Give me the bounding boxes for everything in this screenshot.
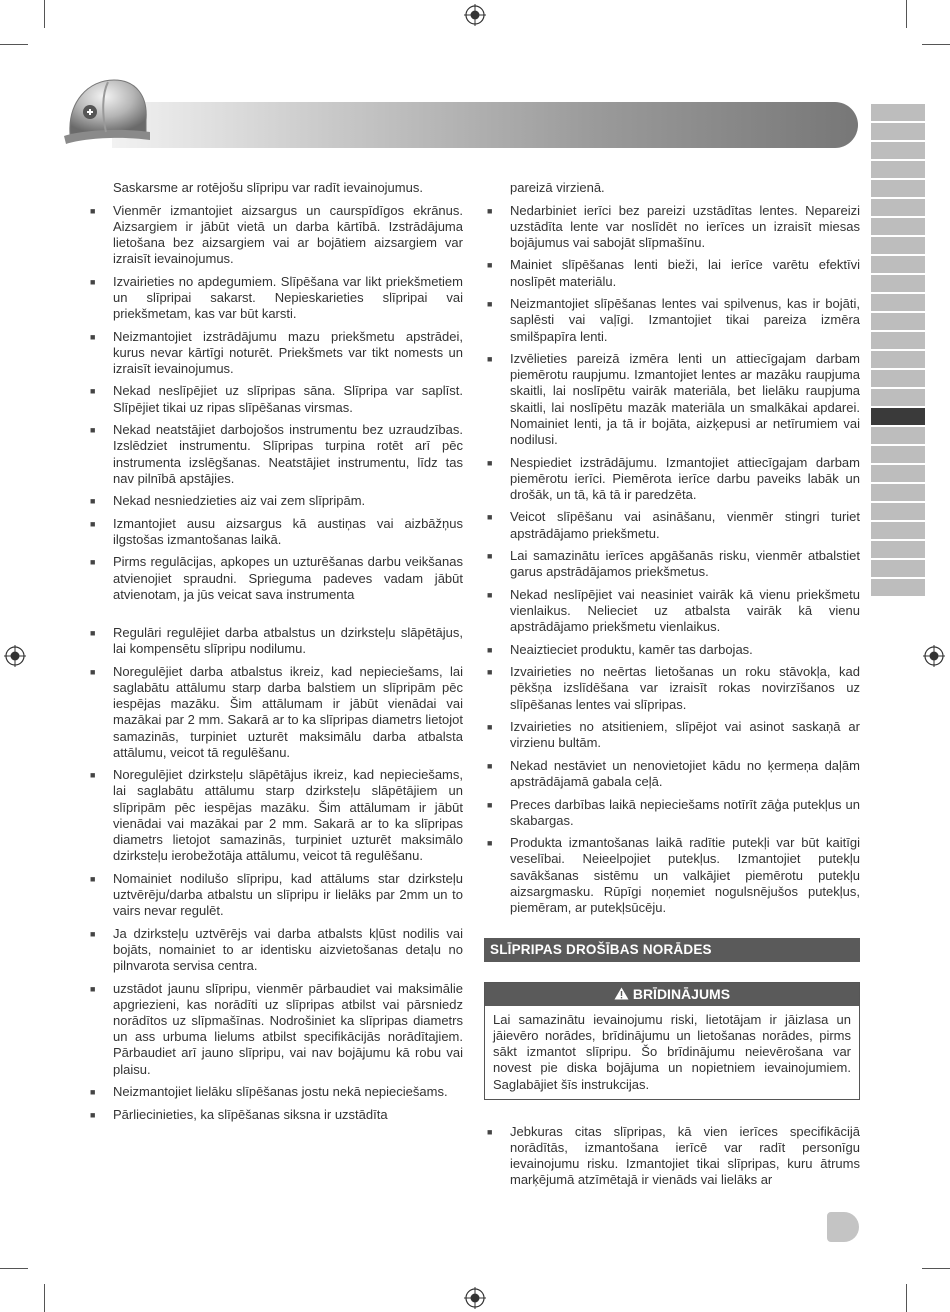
list-item: ■ Preces darbības laikā nepieciešams notīrīt zāģa putekļus un skabargas.	[484, 797, 860, 829]
warning-title: BRĪDINĀJUMS	[632, 986, 731, 1003]
left-column	[87, 180, 463, 1129]
section-heading: SLĪPRIPAS DROŠĪBAS NORĀDES	[484, 938, 860, 962]
chapter-tab	[871, 370, 925, 387]
list-item: ■ Nekad neslīpējiet uz slīpripas sāna. Slīpripa var saplīst. Slīpējiet tikai uz ripas slīpēšanas virsmas.	[87, 383, 463, 415]
list-item: ■ Produkta izmantošanas laikā radītie putekļi var būt kaitīgi veselībai. Neieelpojiet putekļus. Izmantojiet putekļu savākšanas sistēmu un valkājiet piemērotu putekļu aizsargmasku. Rūpīgi noņemiet nogulsnējušos putekļus, piemēram, ar putekļsūcēju.	[484, 835, 860, 916]
chapter-tab	[871, 161, 925, 178]
right-column	[484, 180, 860, 1195]
chapter-tab	[871, 237, 925, 254]
list-item: Saskarsme ar rotējošu slīpripu var radīt ievainojumus.	[113, 180, 423, 195]
list-item: ■ Nekad neslīpējiet vai neasiniet vairāk kā vienu priekšmetu vienlaikus. Nelieciet uz atbalsta vairāk kā vienu apstrādājamo priekšmetu vienlaikus.	[484, 587, 860, 636]
chapter-tab	[871, 446, 925, 463]
list-item: ■ Lai samazinātu ierīces apgāšanās risku, vienmēr atbalstiet garus apstrādājamos priekšmetus.	[484, 548, 860, 580]
list-item: ■ Neizmantojiet lielāku slīpēšanas jostu nekā nepieciešams.	[87, 1084, 463, 1100]
list-item: ■ Neizmantojiet slīpēšanas lentes vai spilvenus, kas ir bojāti, saplēsti vai vaļīgi. Izmantojiet tikai pareiza izmēra smilšpapīra lenti.	[484, 296, 860, 345]
warning-text: Lai samazinātu ievainojumu riski, lietotājam ir jāizlasa un jāievēro norādes, brīdinājumu un lietošanas norādes, pirms sākt izmantot slīpripu. Šo brīdinājumu neievērošana var novest pie diska bojājuma un nopietniem ievainojumiem. Saglabājiet šīs instrukcijas.	[493, 1011, 851, 1092]
list-item: ■ Noregulējiet darba atbalstus ikreiz, kad nepieciešams, lai saglabātu attālumu starp darba balstiem un slīpripām pēc iespējas mazāku. Šim attālumam ir jābūt vienādai vai mazākai par 2 mm. Sakarā ar to ka slīpripas diametrs lietojot samazinās, turpiniet uzturēt maksimālu darba atbalsta attālumu, veicot tā regulēšanu.	[87, 664, 463, 761]
crop-mark	[0, 1268, 28, 1269]
chapter-tab	[871, 256, 925, 273]
chapter-tab	[871, 123, 925, 140]
crop-mark	[906, 0, 907, 28]
list-item: pareizā virzienā.	[510, 180, 605, 195]
list-item: ■ Pirms regulācijas, apkopes un uzturēšanas darbu veikšanas atvienojiet spraudni. Sprieguma padeves vadam jābūt atvienotam, ja jūs veicat sava instrumenta	[87, 554, 463, 603]
list-item: ■ Regulāri regulējiet darba atbalstus un dzirksteļu slāpētājus, lai kompensētu slīpripu nodilumu.	[87, 625, 463, 657]
registration-mark-icon	[464, 4, 486, 26]
chapter-tab	[871, 142, 925, 159]
chapter-tab	[871, 465, 925, 482]
chapter-tab-active	[871, 408, 925, 425]
list-item: ■ uzstādot jaunu slīpripu, vienmēr pārbaudiet vai maksimālie apgriezieni, kas norādīti uz slīpripas atbilst vai pārsniedz norādītos uz slīpmašīnas. Nodrošiniet ka slīpripas diametrs un ass urbuma lielums atbilst specifikācijās norādītajiem. Pārbaudiet arī jauno slīpripu, vai nav bojājumu kā robu vai plaisu.	[87, 981, 463, 1078]
chapter-tab	[871, 389, 925, 406]
crop-mark	[922, 1268, 950, 1269]
list-item: ■ Ja dzirksteļu uztvērējs vai darba atbalsts kļūst nodilis vai bojāts, nomainiet to ar identisku aizvietošanas detaļu no pilnvarota servisa centra.	[87, 926, 463, 975]
list-item: ■ Neaiztieciet produktu, kamēr tas darbojas.	[484, 642, 860, 658]
chapter-tab	[871, 484, 925, 501]
list-item: ■ Pārliecinieties, ka slīpēšanas siksna ir uzstādīta	[87, 1107, 463, 1123]
chapter-tab	[871, 180, 925, 197]
registration-mark-icon	[464, 1287, 486, 1309]
page-number-tab	[827, 1212, 859, 1242]
chapter-tab	[871, 560, 925, 577]
chapter-tab	[871, 104, 925, 121]
chapter-tab	[871, 332, 925, 349]
chapter-tab	[871, 579, 925, 596]
chapter-tab	[871, 313, 925, 330]
safety-helmet-icon	[62, 74, 154, 148]
chapter-tab	[871, 427, 925, 444]
list-item: ■ Nekad neatstājiet darbojošos instrumentu bez uzraudzības. Izslēdziet instrumentu. Slīpripas turpina rotēt arī pēc instrumenta izslēgšanas. Neatstājiet instrumentu, līdz tas nav pilnībā apstājies.	[87, 422, 463, 487]
chapter-tab	[871, 541, 925, 558]
list-item: ■ Nekad nesniedzieties aiz vai zem slīpripām.	[87, 493, 463, 509]
crop-mark	[44, 0, 45, 28]
chapter-tab	[871, 199, 925, 216]
list-item: ■ Izvēlieties pareizā izmēra lenti un attiecīgajam darbam piemērotu raupjumu. Izmantojiet lentes ar mazāku raupjuma skaitli, lai noslīpētu vairāk materiāla, bet lielāku raupjuma skaitli, lai noslīpētu mazāk materiāla un smalkākai apdarei. Nomainiet lenti, ja tā ir bojāta, aizķepusi ar netīrumiem vai nodilusi.	[484, 351, 860, 448]
chapter-tab	[871, 218, 925, 235]
chapter-tab	[871, 522, 925, 539]
registration-mark-icon	[4, 645, 26, 667]
chapter-tab	[871, 351, 925, 368]
list-item: ■ Nedarbiniet ierīci bez pareizi uzstādītas lentes. Nepareizi uzstādīta lente var noslīdēt no ierīces un izraisīt miesas bojājumus vai sabojāt slīpmašīnu.	[484, 203, 860, 252]
list-item: ■ Vienmēr izmantojiet aizsargus un caurspīdīgos ekrānus. Aizsargiem ir jābūt vietā un darba kārtībā. Izstrādājuma lietošana bez aizsargiem vai ar bojātiem aizsargiem var izraisīt ievainojumus.	[87, 203, 463, 268]
warning-box	[484, 982, 860, 1099]
registration-mark-icon	[923, 645, 945, 667]
list-item: ■ Nekad nestāviet un nenovietojiet kādu no ķermeņa daļām apstrādājamā gabala ceļā.	[484, 758, 860, 790]
list-item: ■ Noregulējiet dzirksteļu slāpētājus ikreiz, kad nepieciešams, lai saglabātu attālumu starp dzirksteļu slāpētājiem un slīpripām pēc iespējas mazāku. Šim attālumam ir jābūt vienādai vai mazākai par 2 mm. Sakarā ar to ka slīpripas diametrs lietojot samazinās, turpiniet uzturēt maksimālo dzirksteļu ierobežotāja attālumu, veicot tā regulēšanu.	[87, 767, 463, 864]
chapter-tab	[871, 275, 925, 292]
list-item: ■ Nespiediet izstrādājumu. Izmantojiet attiecīgajam darbam piemērotu ierīci. Piemērota ierīce darbu paveiks labāk un drošāk, un tā, kā tā ir paredzēta.	[484, 455, 860, 504]
list-item: ■ Veicot slīpēšanu vai asināšanu, vienmēr stingri turiet apstrādājamo priekšmetu.	[484, 509, 860, 541]
list-item: ■ Izvairieties no neērtas lietošanas un roku stāvokļa, kad pēkšņa izslīdēšana var izraisīt rokas novirzīšanos uz slīpēšanas lentes vai slīpripas.	[484, 664, 860, 713]
crop-mark	[922, 44, 950, 45]
header-bar	[112, 102, 858, 148]
crop-mark	[906, 1284, 907, 1312]
list-item: ■ Nomainiet nodilušo slīpripu, kad attālums star dzirksteļu uztvērēju/darba atbalstu un slīpripu ir lielāks par 2mm un to vairs nevar regulēt.	[87, 871, 463, 920]
list-item: ■ Izvairieties no apdegumiem. Slīpēšana var likt priekšmetiem un slīpripai sakarst. Nepieskarieties slīpripai vai priekšmetam, kas var būt karsti.	[87, 274, 463, 323]
list-item: ■ Mainiet slīpēšanas lenti bieži, lai ierīce varētu efektīvi noslīpēt materiālu.	[484, 257, 860, 289]
chapter-tab	[871, 294, 925, 311]
crop-mark	[0, 44, 28, 45]
chapter-tab	[871, 503, 925, 520]
crop-mark	[44, 1284, 45, 1312]
list-item: ■ Izvairieties no atsitieniem, slīpējot vai asinot saskaņā ar virzienu bultām.	[484, 719, 860, 751]
list-item: ■ Neizmantojiet izstrādājumu mazu priekšmetu apstrādei, kurus nevar kārtīgi noturēt. Priekšmets var tikt nomests un izraisīt ievainojumus.	[87, 329, 463, 378]
chapter-tabs	[871, 104, 925, 598]
warning-triangle-icon	[614, 987, 629, 1000]
list-item: ■ Jebkuras citas slīpripas, kā vien ierīces specifikācijā norādītās, izmantošana ierīcē var radīt personīgu ievainojumu risku. Izmantojiet tikai slīpripas, kuru ātrums marķējumā atzīmētajā ir vienāds vai lielāks ar	[484, 1124, 860, 1189]
list-item: ■ Izmantojiet ausu aizsargus kā austiņas vai aizbāžņus ilgstošas izmantošanas laikā.	[87, 516, 463, 548]
warning-header	[485, 983, 859, 1005]
